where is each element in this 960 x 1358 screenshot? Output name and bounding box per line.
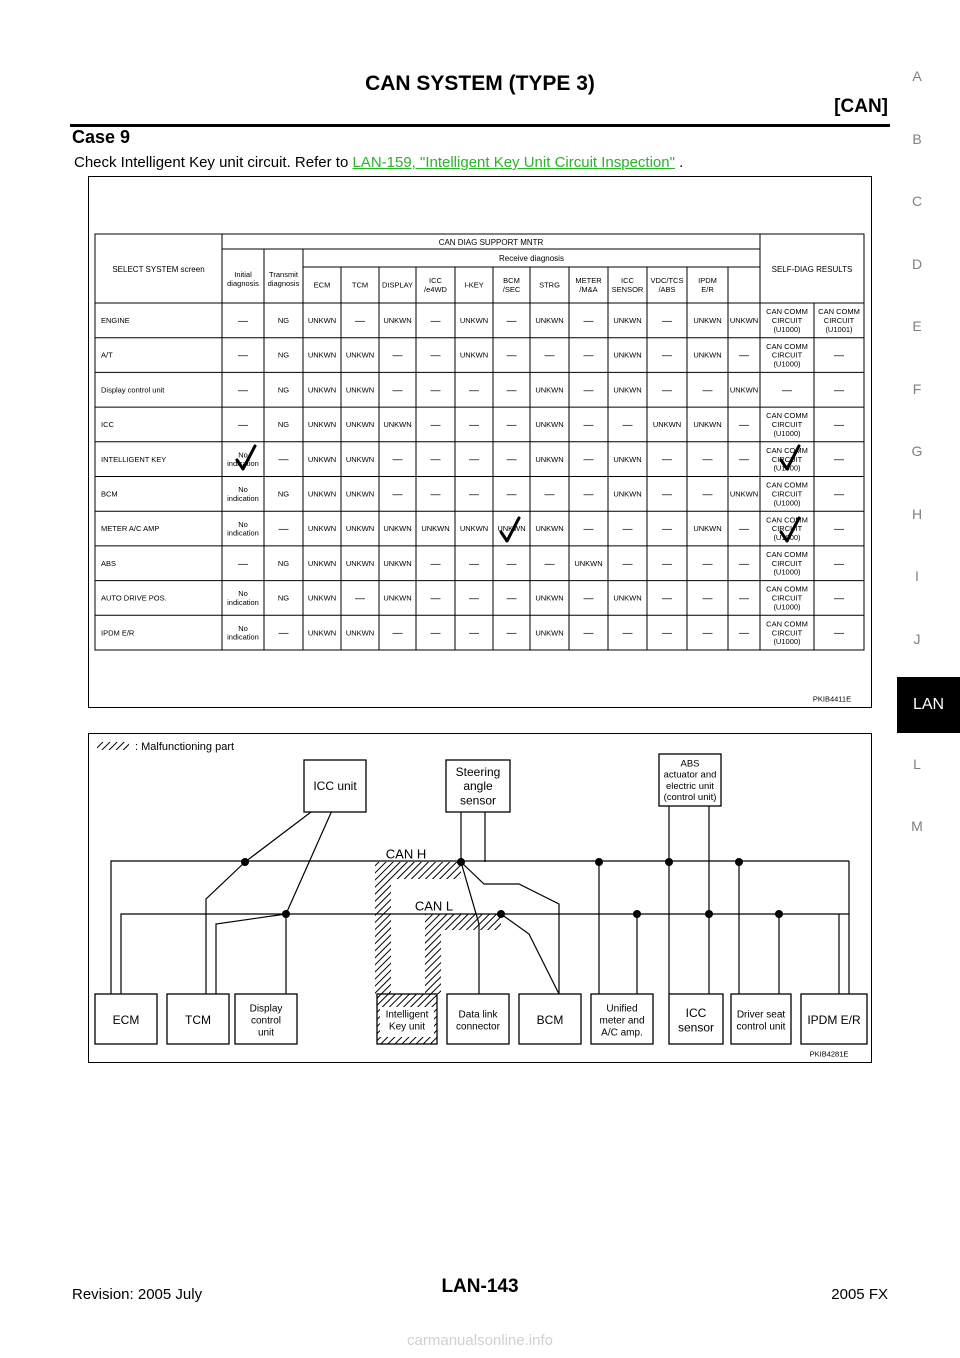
bcm-can — [501, 914, 559, 994]
table-cell: UNKWN — [729, 385, 759, 395]
row-label: BCM — [101, 489, 118, 499]
side-index-letter[interactable]: D — [911, 255, 923, 272]
table-cell: — — [583, 454, 594, 466]
junction-dot — [497, 910, 505, 918]
table-cell: — — [583, 315, 594, 327]
row-label: IPDM E/R — [101, 628, 135, 638]
side-index-letter[interactable]: G — [911, 443, 923, 459]
table-cell: — — [469, 489, 479, 501]
table-cell: — — [430, 315, 441, 327]
junction-dot — [595, 858, 603, 866]
column-header: TCM — [351, 280, 369, 290]
intro-lead: Check Intelligent Key unit circuit. Refer to — [74, 154, 353, 171]
row-label: Display control unit — [101, 385, 165, 395]
junction-dot — [633, 910, 641, 918]
table-cell: UNKWN — [307, 628, 337, 638]
table-cell: UNKWN — [574, 558, 603, 568]
table-cell: UNKWN — [613, 454, 642, 464]
table-cell: — — [662, 385, 672, 397]
watermark: carmanualsonline.info — [407, 1332, 553, 1349]
table-cell: — — [430, 419, 441, 431]
table-cell: UNKWN — [383, 315, 412, 325]
table-cell: UNKWN — [307, 489, 337, 499]
table-cell: — — [662, 524, 672, 536]
table-cell: UNKWN — [307, 315, 337, 325]
table-cell: UNKWN — [345, 420, 375, 430]
can-wiring-diagram — [89, 734, 870, 1061]
table-cell: — — [583, 524, 594, 536]
side-index-letter[interactable]: H — [911, 505, 923, 522]
self-diag-cell: — — [834, 558, 844, 570]
top-unit-label: Steering angle sensor — [455, 765, 501, 808]
junction-dot — [241, 858, 249, 866]
table-cell: — — [583, 628, 594, 640]
table-cell: — — [506, 454, 517, 466]
bottom-unit-label: Intelligent Key unit — [385, 1009, 429, 1033]
table-cell: UNKWN — [383, 558, 412, 568]
column-header: ICC /e4WD — [424, 276, 447, 295]
receive-diagnosis-header: Receive diagnosis — [499, 253, 564, 263]
intro-text — [74, 154, 683, 171]
column-header: STRG — [539, 280, 560, 290]
row-label: AUTO DRIVE POS. — [101, 593, 167, 603]
table-cell: — — [430, 489, 441, 501]
table-cell: NG — [277, 385, 290, 395]
column-header: DISPLAY — [381, 280, 414, 290]
table-cell: — — [238, 315, 248, 327]
table-cell: UNKWN — [535, 315, 564, 325]
row-label: ENGINE — [101, 315, 130, 325]
self-diag-cell: CAN COMM CIRCUIT (U1000) — [766, 445, 808, 473]
inspection-link[interactable]: LAN-159, "Intelligent Key Unit Circuit Inspection" — [352, 154, 675, 171]
top-unit-label: ABS actuator and electric unit (control unit) — [663, 758, 717, 804]
table-cell: — — [702, 628, 713, 640]
can-h-label: CAN H — [385, 846, 427, 862]
table-cell: — — [662, 593, 672, 605]
table-cell: UNKWN — [535, 628, 564, 638]
table-cell: UNKWN — [345, 350, 375, 360]
table-cell: — — [430, 628, 441, 640]
self-diag-cell: — — [834, 593, 844, 605]
bottom-unit-label: BCM — [536, 1013, 564, 1028]
bottom-unit-label: TCM — [185, 1013, 211, 1028]
table-cell: — — [662, 454, 672, 466]
figure-code: PKIB4411E — [812, 694, 852, 704]
hatched-can-l-segment — [425, 914, 501, 994]
can-diag-support-header: CAN DIAG SUPPORT MNTR — [438, 237, 544, 247]
table-cell: UNKWN — [652, 420, 682, 430]
junction-dot — [775, 910, 783, 918]
table-cell: UNKWN — [307, 593, 337, 603]
bottom-unit-label: ECM — [112, 1013, 140, 1028]
table-cell: UNKWN — [421, 524, 450, 534]
table-cell: — — [469, 385, 479, 397]
table-cell: — — [739, 454, 749, 466]
table-cell: — — [583, 489, 594, 501]
table-cell: — — [739, 558, 749, 570]
self-diag-cell: — — [834, 419, 844, 431]
table-cell: — — [739, 419, 749, 431]
column-header: Transmit diagnosis — [267, 270, 300, 289]
table-cell: — — [355, 315, 365, 327]
self-diag-cell: — — [834, 489, 844, 501]
table-cell: — — [702, 385, 713, 397]
diag-table-figure — [88, 176, 872, 708]
section-tag: [CAN] — [834, 96, 888, 117]
column-header: I-KEY — [464, 280, 484, 290]
table-cell: — — [392, 350, 403, 362]
table-cell: UNKWN — [729, 489, 759, 499]
table-cell: UNKWN — [345, 524, 375, 534]
table-cell: UNKWN — [345, 385, 375, 395]
table-cell: — — [544, 558, 555, 570]
self-diag-cell: — — [834, 628, 844, 640]
row-label: ABS — [101, 558, 117, 568]
table-cell: UNKWN — [613, 315, 642, 325]
self-diag-cell: CAN COMM CIRCUIT (U1000) — [766, 411, 808, 438]
self-diag-cell: — — [834, 524, 844, 536]
table-cell: — — [506, 628, 517, 640]
junction-dot — [705, 910, 713, 918]
column-header: BCM /SEC — [502, 276, 521, 295]
table-cell: — — [702, 593, 713, 605]
table-cell: — — [506, 489, 517, 501]
bottom-unit-label: ICC sensor — [677, 1006, 715, 1035]
table-cell: — — [238, 419, 248, 431]
side-index-letter[interactable]: F — [912, 380, 922, 397]
column-header: METER /M&A — [575, 276, 602, 295]
self-diag-cell: CAN COMM CIRCUIT (U1000) — [766, 619, 808, 647]
self-diag-cell: — — [782, 385, 792, 397]
table-cell: No indication — [227, 589, 259, 607]
table-cell: — — [238, 385, 248, 397]
table-cell: NG — [277, 558, 290, 568]
side-index-letter[interactable]: C — [911, 193, 923, 209]
table-cell: — — [702, 558, 713, 570]
table-cell: No indication — [227, 519, 259, 538]
table-cell: — — [544, 489, 555, 501]
table-cell: — — [430, 593, 441, 605]
table-cell: — — [392, 489, 403, 501]
table-cell: — — [469, 628, 479, 640]
table-cell: — — [469, 419, 479, 431]
table-cell: NG — [277, 593, 290, 603]
table-cell: UNKWN — [729, 315, 759, 325]
junction-dot — [457, 858, 465, 866]
self-diag-cell: CAN COMM CIRCUIT (U1000) — [766, 341, 808, 369]
self-diag-cell: CAN COMM CIRCUIT (U1000) — [766, 550, 808, 577]
table-cell: UNKWN — [383, 524, 412, 534]
side-index-letter[interactable]: A — [912, 68, 922, 84]
self-diag-cell: CAN COMM CIRCUIT (U1000) — [766, 480, 808, 508]
self-diag-cell: CAN COMM CIRCUIT (U1000) — [766, 515, 808, 543]
table-cell: UNKWN — [693, 315, 722, 325]
table-cell: — — [506, 593, 517, 605]
table-cell: UNKWN — [613, 593, 642, 603]
table-cell: — — [506, 350, 517, 362]
table-cell: — — [739, 593, 749, 605]
table-cell: UNKWN — [307, 420, 337, 430]
table-cell: UNKWN — [459, 524, 489, 534]
table-cell: UNKWN — [535, 385, 564, 395]
can-wiring-figure — [88, 733, 872, 1063]
table-cell: UNKWN — [307, 558, 337, 568]
table-cell: — — [278, 454, 289, 466]
side-index-letter[interactable]: E — [912, 318, 922, 334]
table-cell: — — [238, 558, 248, 570]
table-cell: — — [469, 454, 479, 466]
table-cell: UNKWN — [535, 593, 564, 603]
table-cell: — — [544, 350, 555, 362]
table-cell: — — [469, 558, 479, 570]
table-cell: — — [430, 350, 441, 362]
table-cell: — — [430, 385, 441, 397]
bottom-unit-label: IPDM E/R — [807, 1013, 861, 1028]
self-diag-cell: — — [834, 454, 844, 466]
wires — [111, 782, 849, 994]
table-cell: — — [430, 454, 441, 466]
table-cell: UNKWN — [613, 385, 642, 395]
table-cell: — — [392, 628, 403, 640]
table-cell: — — [278, 524, 289, 536]
table-cell: — — [430, 558, 441, 570]
table-cell: — — [662, 628, 672, 640]
table-cell: — — [622, 524, 633, 536]
legend-hatch-swatch — [97, 742, 129, 750]
table-cell: — — [662, 558, 672, 570]
table-cell: UNKWN — [345, 454, 375, 464]
row-label: METER A/C AMP — [101, 524, 160, 534]
tcm-can-l — [216, 914, 286, 994]
self-diag-cell: — — [834, 350, 844, 362]
footer-page-number: LAN-143 — [441, 1276, 519, 1297]
table-cell: No indication — [227, 485, 259, 503]
column-header: IPDM E/R — [698, 276, 717, 295]
page-title: CAN SYSTEM (TYPE 3) — [365, 72, 595, 95]
table-cell: — — [469, 593, 479, 605]
table-cell: UNKWN — [535, 454, 564, 464]
self-diag-cell: CAN COMM CIRCUIT (U1000) — [766, 307, 808, 334]
can-l-label: CAN L — [414, 898, 454, 914]
table-cell: — — [506, 558, 517, 570]
table-cell: — — [702, 489, 713, 501]
column-header: ECM — [313, 280, 331, 290]
side-index-letter[interactable]: J — [913, 630, 921, 647]
table-cell: — — [506, 315, 517, 327]
table-cell: UNKWN — [693, 524, 722, 534]
table-cell: — — [583, 593, 594, 605]
table-cell: — — [702, 454, 713, 466]
table-cell: UNKWN — [307, 454, 337, 464]
table-cell: — — [392, 454, 403, 466]
table-cell: NG — [277, 315, 290, 325]
top-unit-label: ICC unit — [313, 779, 357, 794]
table-cell: — — [583, 385, 594, 397]
table-cell: UNKWN — [459, 315, 489, 325]
self-diag-cell: CAN COMM CIRCUIT (U1001) — [818, 307, 860, 334]
bottom-unit-label: Display control unit — [249, 1003, 283, 1039]
junction-dot — [665, 858, 673, 866]
table-cell: NG — [277, 420, 290, 430]
intro-tail: . — [674, 154, 684, 171]
column-header: VDC/TCS /ABS — [650, 276, 684, 295]
table-grid — [95, 234, 864, 650]
table-cell: NG — [277, 489, 290, 499]
self-diag-cell: CAN COMM CIRCUIT (U1000) — [766, 584, 808, 612]
side-index-letter[interactable]: I — [915, 568, 919, 584]
side-index-letter[interactable]: L — [913, 755, 921, 772]
table-cell: — — [278, 628, 289, 640]
table-cell: — — [355, 593, 365, 605]
case-title: Case 9 — [72, 127, 131, 147]
row-label: A/T — [101, 350, 113, 360]
table-cell: UNKWN — [307, 385, 337, 395]
self-diag-cell: — — [834, 385, 844, 397]
table-cell: — — [392, 385, 403, 397]
table-cell: UNKWN — [307, 350, 337, 360]
junction-dot — [735, 858, 743, 866]
table-cell: UNKWN — [383, 593, 412, 603]
table-cell: No indication — [227, 623, 259, 642]
select-system-header: SELECT SYSTEM screen — [112, 264, 205, 274]
table-cell: UNKWN — [345, 628, 375, 638]
legend-text: : Malfunctioning part — [135, 740, 235, 753]
row-label: ICC — [101, 420, 114, 430]
table-cell: UNKWN — [693, 420, 722, 430]
table-cell: — — [739, 524, 749, 536]
header-rule — [70, 124, 890, 127]
table-cell: — — [739, 350, 749, 362]
table-cell: UNKWN — [383, 420, 412, 430]
table-cell: UNKWN — [345, 489, 375, 499]
column-header: ICC SENSOR — [611, 276, 644, 295]
table-cell: UNKWN — [613, 350, 642, 360]
row-label: INTELLIGENT KEY — [101, 454, 167, 464]
table-cell: UNKWN — [497, 524, 526, 534]
table-cell: — — [583, 350, 594, 362]
table-cell: NG — [277, 350, 290, 360]
self-diag-header: SELF-DIAG RESULTS — [771, 264, 853, 274]
footer-model: 2005 FX — [831, 1286, 888, 1303]
table-cell: UNKWN — [459, 350, 489, 360]
table-cell: — — [622, 419, 633, 431]
footer-revision: Revision: 2005 July — [72, 1286, 203, 1303]
table-cell: — — [506, 385, 517, 397]
table-cell: UNKWN — [345, 558, 375, 568]
table-cell: — — [662, 315, 672, 327]
figure-code: PKIB4281E — [809, 1049, 849, 1059]
side-index-letter[interactable]: M — [911, 818, 923, 834]
table-cell: — — [739, 628, 749, 640]
table-cell: — — [662, 489, 672, 501]
diag-table — [89, 177, 870, 706]
side-index-active-tab[interactable]: LAN — [897, 677, 960, 733]
table-cell: UNKWN — [693, 350, 722, 360]
bottom-unit-label: Data link connector — [456, 1009, 500, 1033]
table-cell: No indication — [227, 450, 259, 469]
table-cell: — — [583, 419, 594, 431]
bottom-unit-label: Unified meter and A/C amp. — [599, 1003, 645, 1039]
table-cell: — — [238, 350, 248, 362]
table-cell: — — [622, 628, 633, 640]
table-cell: — — [506, 419, 517, 431]
column-header: Initial diagnosis — [227, 270, 259, 289]
table-cell: UNKWN — [307, 524, 337, 534]
junction-dot — [282, 910, 290, 918]
table-cell: — — [622, 558, 633, 570]
table-cell: UNKWN — [535, 420, 564, 430]
side-index-letter[interactable]: B — [912, 130, 922, 147]
table-cell: — — [662, 350, 672, 362]
table-cell: UNKWN — [613, 489, 642, 499]
tcm-can-h — [206, 862, 245, 994]
bottom-unit-label: Driver seat control unit — [736, 1009, 786, 1033]
table-cell: UNKWN — [535, 524, 564, 534]
